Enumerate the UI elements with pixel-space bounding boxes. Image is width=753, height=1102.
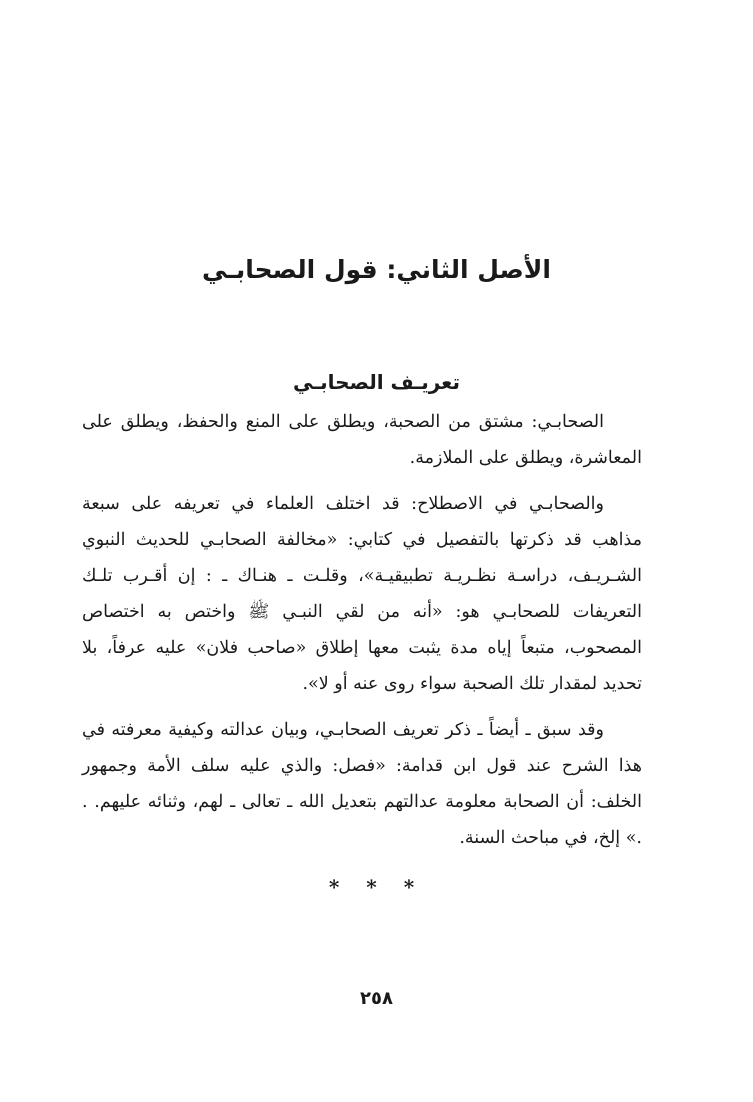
section-title: تعريـف الصحابـي bbox=[293, 370, 460, 394]
paragraph-definition-linguistic: الصحابـي: مشتق من الصحبة، ويطلق على المنع والحفظ، ويطلق على المعاشرة، ويطلق على الملازمة. bbox=[82, 412, 642, 468]
section-separator: * * * bbox=[328, 875, 425, 899]
paragraph-definition-technical: والصحابـي في الاصطلاح: قد اختلف العلماء في تعريفه على سبعة مذاهب قد ذكرتها بالتفصيل في كتابي: «مخالفة الصحابـي للحديث النبوي الشـريـف، دراسـة نظـريـة تطبيقيـة»، وقلـت ـ هنـاك ـ : إن أقـرب تلـك التعريفات للصحابـي هو: «أنه من لقي النبـي ﷺ واختص به اختصاص المصحوب، متبعاً إياه مدة يثبت معها إطلاق «صاحب فلان» عليه عرفاً، بلا تحديد لمقدار تلك الصحبة سواء روى عنه أو لا». bbox=[82, 494, 642, 694]
body-text bbox=[82, 404, 642, 866]
chapter-title: الأصل الثاني: قول الصحابـي bbox=[202, 255, 551, 284]
page-number: ٢٥٨ bbox=[360, 988, 393, 1009]
paragraph-previous-reference: وقد سبق ـ أيضاً ـ ذكر تعريف الصحابـي، وبيان عدالته وكيفية معرفته في هذا الشرح عند قول ابن قدامة: «فصل: والذي عليه سلف الأمة وجمهور الخلف: أن الصحابة معلومة عدالتهم بتعديل الله ـ تعالى ـ لهم، وثنائه عليهم. . .» إلخ، في مباحث السنة. bbox=[82, 720, 642, 848]
